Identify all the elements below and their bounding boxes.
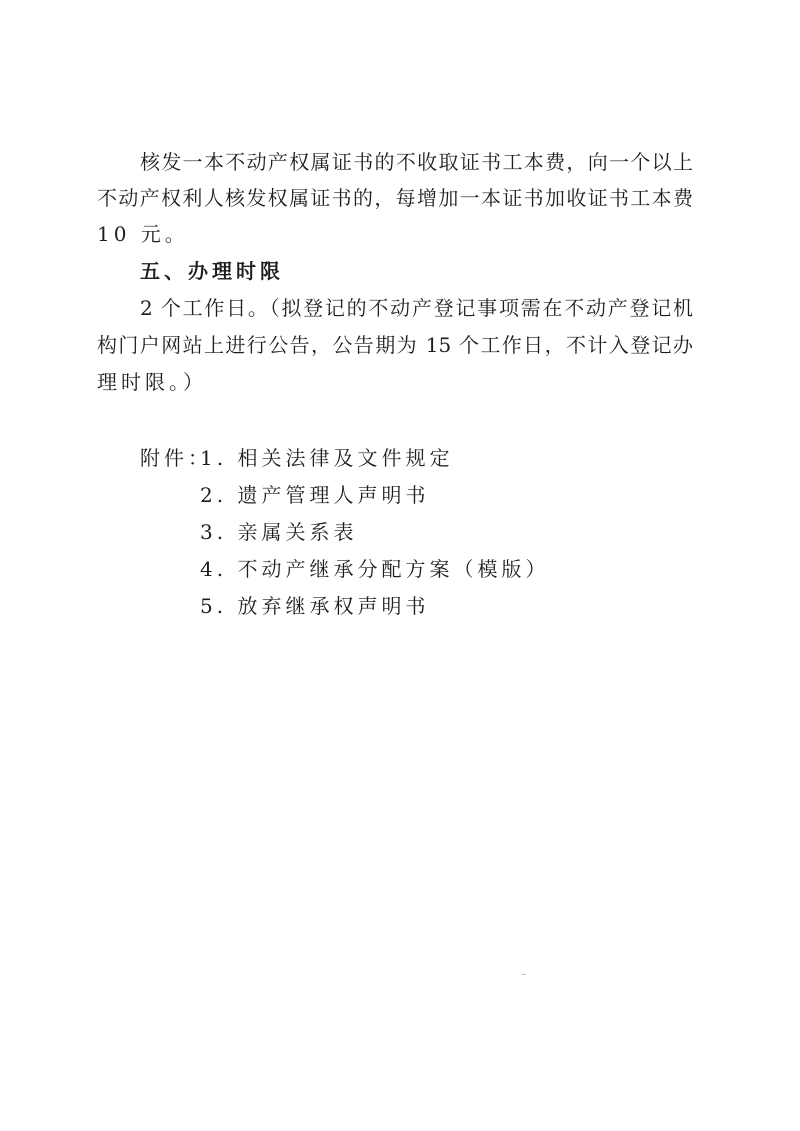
attachment-item: 2. 遗产管理人声明书 bbox=[200, 483, 430, 507]
attachment-item: 4. 不动产继承分配方案（模版） bbox=[200, 557, 550, 581]
attachment-item: 3. 亲属关系表 bbox=[200, 520, 358, 544]
fee-paragraph-line-3: 10 元。 bbox=[97, 222, 189, 246]
attachment-item: 5. 放弃继承权声明书 bbox=[200, 594, 430, 618]
attachments-label: 附件： bbox=[140, 446, 212, 470]
section-paragraph-line-3: 理时限。） bbox=[97, 370, 207, 394]
scan-artifact bbox=[521, 974, 526, 975]
section-paragraph-line-1: 2 个工作日。（拟登记的不动产登记事项需在不动产登记机 bbox=[140, 296, 693, 320]
attachment-item: 1. 相关法律及文件规定 bbox=[200, 446, 454, 470]
section-heading: 五、办理时限 bbox=[140, 259, 284, 283]
fee-paragraph-line-1: 核发一本不动产权属证书的不收取证书工本费，向一个以上 bbox=[140, 150, 693, 174]
section-paragraph-line-2: 构门户网站上进行公告，公告期为 15 个工作日，不计入登记办 bbox=[97, 333, 693, 357]
fee-paragraph-line-2: 不动产权利人核发权属证书的，每增加一本证书加收证书工本费 bbox=[97, 186, 693, 210]
